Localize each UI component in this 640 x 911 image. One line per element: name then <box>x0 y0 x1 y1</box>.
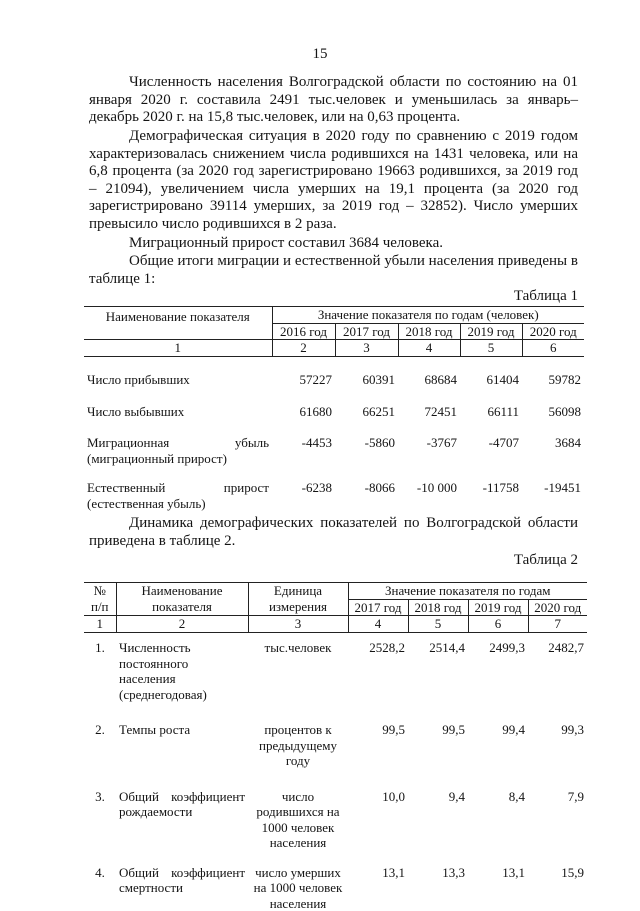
table1-cell: -5860 <box>335 435 398 466</box>
table1-year: 2018 год <box>398 323 460 340</box>
table2-header-name: Наименование показателя <box>116 583 248 616</box>
table2-header-num: № п/п <box>84 583 116 616</box>
table2-cell: 13,3 <box>408 865 468 911</box>
table2-cell: 2482,7 <box>528 640 587 702</box>
table1-cell: 56098 <box>522 404 584 420</box>
table1-cell: 60391 <box>335 372 398 388</box>
table2-caption: Таблица 2 <box>514 552 578 569</box>
table2-row-name: Темпы роста <box>116 722 248 769</box>
table2-row-num: 1. <box>84 640 116 702</box>
table2-colnum: 4 <box>348 616 408 633</box>
table1-header-name: Наименование показателя <box>84 307 272 340</box>
table2-year: 2020 год <box>528 599 587 616</box>
paragraph-migration: Миграционный прирост составил 3684 человека. <box>89 235 578 253</box>
table1-year: 2016 год <box>272 323 335 340</box>
table1-cell: 3684 <box>522 435 584 466</box>
table1-cell: -4453 <box>272 435 335 466</box>
table-row <box>84 435 584 466</box>
table2 <box>84 582 587 911</box>
table2-row-name: Общий коэффициент рождаемости <box>116 789 248 851</box>
table2-colnum: 1 <box>84 616 116 633</box>
table2-colnum: 3 <box>248 616 348 633</box>
table2-cell: 2528,2 <box>348 640 408 702</box>
table2-row-num: 2. <box>84 722 116 769</box>
table1-year: 2020 год <box>522 323 584 340</box>
table2-cell: 7,9 <box>528 789 587 851</box>
table1-year: 2017 год <box>335 323 398 340</box>
table2-header-unit: Единица измерения <box>248 583 348 616</box>
table2-cell: 8,4 <box>468 789 528 851</box>
table1 <box>84 306 584 511</box>
table1-cell: -11758 <box>460 480 522 511</box>
table2-year: 2017 год <box>348 599 408 616</box>
table2-row-name: Численность постоянного населения (среднегодовая) <box>116 640 248 702</box>
table2-cell: 99,4 <box>468 722 528 769</box>
table1-cell: -6238 <box>272 480 335 511</box>
table1-colnum: 3 <box>335 340 398 357</box>
table1-colnum: 5 <box>460 340 522 357</box>
table1-cell: 66111 <box>460 404 522 420</box>
paragraph-dynamics: Динамика демографических показателей по Волгоградской области приведена в таблице 2. <box>89 515 578 550</box>
table2-colnum: 6 <box>468 616 528 633</box>
table2-cell: 99,5 <box>408 722 468 769</box>
table2-year: 2018 год <box>408 599 468 616</box>
table1-colnum: 2 <box>272 340 335 357</box>
table1-cell: 57227 <box>272 372 335 388</box>
table1-colnum: 4 <box>398 340 460 357</box>
page-number: 15 <box>0 46 640 63</box>
table2-cell: 13,1 <box>468 865 528 911</box>
table-row <box>84 789 587 851</box>
table-row <box>84 372 584 388</box>
table2-row-unit: процентов к предыдущему году <box>248 722 348 769</box>
table2-row-name: Общий коэффициент смертности <box>116 865 248 911</box>
table2-cell: 10,0 <box>348 789 408 851</box>
table1-cell: 61680 <box>272 404 335 420</box>
table2-cell: 9,4 <box>408 789 468 851</box>
paragraph-demographics: Демографическая ситуация в 2020 году по сравнению с 2019 годом характеризовалась снижением числа родившихся на 1431 человека, или на 6,8 процента (за 2020 год зарегистрировано 19663 родившихся, за 2019 год – 21094), увеличением числа умерших на 19,1 процента (за 2020 год зарегистрировано 39114 умерших, за 2019 год – 32852). Число умерших превысило число родившихся в 2 раза. <box>89 128 578 234</box>
table2-year: 2019 год <box>468 599 528 616</box>
table2-cell: 13,1 <box>348 865 408 911</box>
table1-cell: 59782 <box>522 372 584 388</box>
table2-row-num: 3. <box>84 789 116 851</box>
table1-cell: 68684 <box>398 372 460 388</box>
table1-cell: -19451 <box>522 480 584 511</box>
table2-cell: 2514,4 <box>408 640 468 702</box>
table1-cell: -4707 <box>460 435 522 466</box>
table-row <box>84 640 587 702</box>
table1-colnum: 6 <box>522 340 584 357</box>
table1-cell: 66251 <box>335 404 398 420</box>
table1-colnum: 1 <box>84 340 272 357</box>
table1-row-name: Число прибывших <box>84 372 272 388</box>
table2-cell: 2499,3 <box>468 640 528 702</box>
table1-row-name: Число выбывших <box>84 404 272 420</box>
table2-cell: 99,5 <box>348 722 408 769</box>
table2-cell: 99,3 <box>528 722 587 769</box>
table1-cell: -10 000 <box>398 480 460 511</box>
table1-cell: -8066 <box>335 480 398 511</box>
table1-cell: 72451 <box>398 404 460 420</box>
table-row <box>84 404 584 420</box>
table1-cell: 61404 <box>460 372 522 388</box>
table2-header-values: Значение показателя по годам <box>348 583 587 600</box>
table2-row-unit: тыс.человек <box>248 640 348 702</box>
table1-header-values: Значение показателя по годам (человек) <box>272 307 584 324</box>
paragraph-table1-intro: Общие итоги миграции и естественной убыли населения приведены в таблице 1: <box>89 253 578 288</box>
table-row <box>84 480 584 511</box>
table-row <box>84 865 587 911</box>
table1-row-name: Миграционная убыль (миграционный прирост) <box>84 435 272 466</box>
table1-row-name: Естественный прирост (естественная убыль) <box>84 480 272 511</box>
table-row <box>84 722 587 769</box>
table2-row-unit: число умерших на 1000 человек населения <box>248 865 348 911</box>
paragraph-population: Численность населения Волгоградской области по состоянию на 01 января 2020 г. составила 2491 тыс.человек и уменьшилась за январь–декабрь 2020 г. на 15,8 тыс.человек, или на 0,63 процента. <box>89 74 578 127</box>
table2-cell: 15,9 <box>528 865 587 911</box>
table1-cell: -3767 <box>398 435 460 466</box>
table2-colnum: 5 <box>408 616 468 633</box>
table1-year: 2019 год <box>460 323 522 340</box>
table1-caption: Таблица 1 <box>514 288 578 305</box>
table2-row-unit: число родившихся на 1000 человек населения <box>248 789 348 851</box>
table2-colnum: 2 <box>116 616 248 633</box>
table2-colnum: 7 <box>528 616 587 633</box>
table2-row-num: 4. <box>84 865 116 911</box>
